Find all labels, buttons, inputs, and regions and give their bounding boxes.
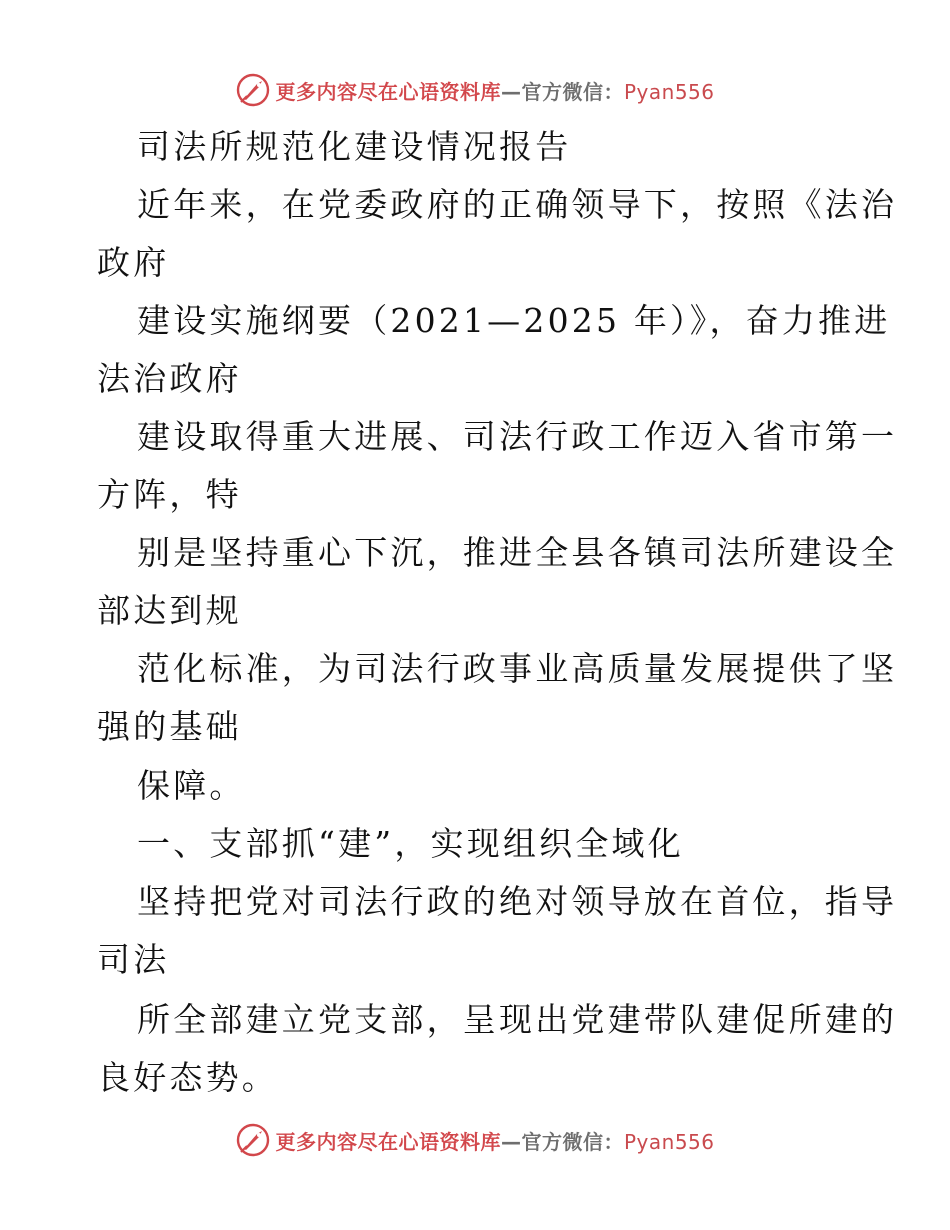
paragraph-line: 良好态势。: [97, 1058, 278, 1097]
document-title: 司法所规范化建设情况报告: [137, 127, 572, 166]
footer-watermark: [0, 1118, 950, 1162]
paragraph-line: 别是坚持重心下沉，推进全县各镇司法所建设全: [137, 533, 898, 572]
watermark-dash: —: [500, 1129, 522, 1154]
section-heading: 一、支部抓“建”，实现组织全域化: [137, 824, 684, 863]
paragraph-line: 范化标准，为司法行政事业高质量发展提供了坚: [137, 649, 898, 688]
paragraph-line: 部达到规: [97, 591, 242, 630]
watermark-wechat-id: Pyan556: [623, 79, 715, 104]
paragraph-line: 政府: [97, 243, 170, 282]
paragraph-line: 司法: [97, 940, 170, 979]
watermark-brand-text: 更多内容尽在心语资料库: [275, 79, 501, 104]
paragraph-line: 所全部建立党支部，呈现出党建带队建促所建的: [137, 1000, 898, 1039]
paragraph-line: 建设取得重大进展、司法行政工作迈入省市第一: [137, 417, 898, 456]
watermark-wechat-id: Pyan556: [623, 1129, 715, 1154]
watermark-dash: —: [500, 79, 522, 104]
paragraph-line: 法治政府: [97, 359, 242, 398]
paragraph-line: 保障。: [137, 766, 246, 805]
watermark-official-label: 官方微信：: [521, 79, 624, 104]
quill-pen-logo-icon: [235, 1122, 271, 1158]
watermark-official-label: 官方微信：: [521, 1129, 624, 1154]
watermark-brand-text: 更多内容尽在心语资料库: [275, 1129, 501, 1154]
paragraph-line: 方阵，特: [97, 475, 242, 514]
paragraph-line: 强的基础: [97, 707, 242, 746]
paragraph-line: 建设实施纲要（2021—2025 年）》，奋力推进: [137, 301, 891, 340]
paragraph-line: 近年来，在党委政府的正确领导下，按照《法治: [137, 185, 898, 224]
paragraph-line: 坚持把党对司法行政的绝对领导放在首位，指导: [137, 882, 898, 921]
